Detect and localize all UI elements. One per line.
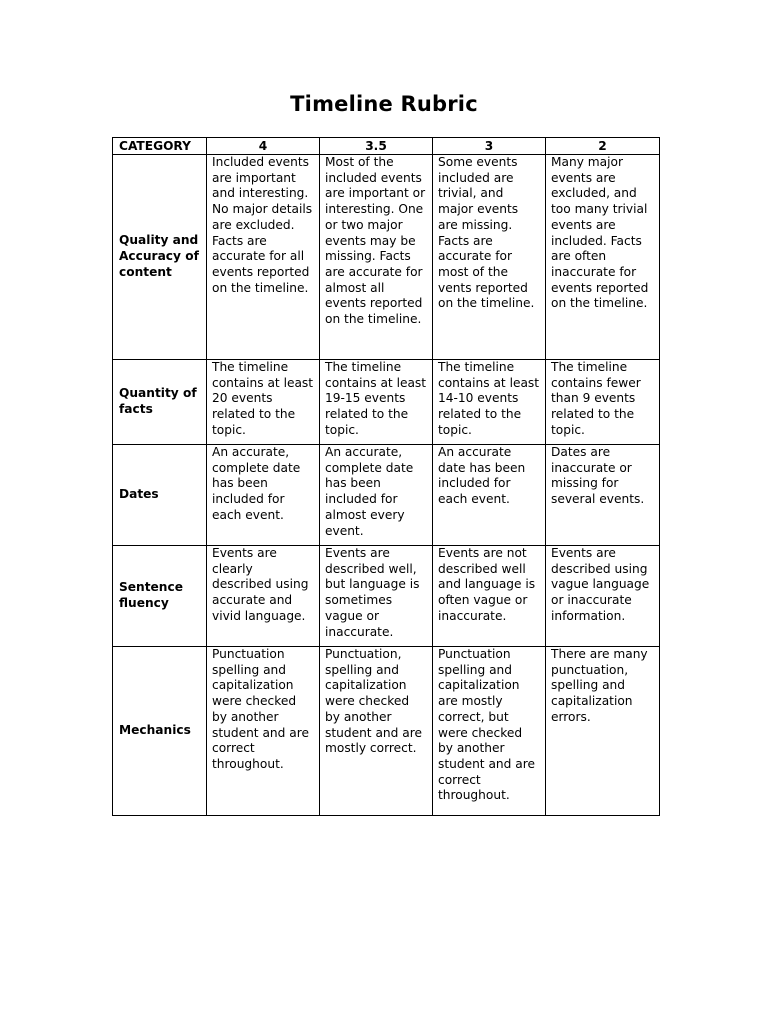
table-cell: The timeline contains at least 19-15 events related to the topic. xyxy=(320,360,433,445)
table-cell: The timeline contains at least 14-10 events related to the topic. xyxy=(433,360,546,445)
header-score-4: 4 xyxy=(207,138,320,155)
table-row xyxy=(113,445,660,546)
row-category: Mechanics xyxy=(113,647,207,816)
table-cell: Many major events are excluded, and too many trivial events are included. Facts are often inaccurate for events reported on the timeline. xyxy=(546,155,660,360)
table-cell: An accurate, complete date has been included for each event. xyxy=(207,445,320,546)
table-cell: Punctuation, spelling and capitalization were checked by another student and are mostly correct. xyxy=(320,647,433,816)
table-row xyxy=(113,360,660,445)
table-cell: Events are described well, but language is sometimes vague or inaccurate. xyxy=(320,546,433,647)
header-score-3: 3 xyxy=(433,138,546,155)
header-row xyxy=(113,138,660,155)
table-row xyxy=(113,546,660,647)
table-cell: An accurate date has been included for each event. xyxy=(433,445,546,546)
row-category: Quality and Accuracy of content xyxy=(113,155,207,360)
table-cell: Most of the included events are important or interesting. One or two major events may be missing. Facts are accurate for almost all events reported on the timeline. xyxy=(320,155,433,360)
table-cell: Some events included are trivial, and major events are missing. Facts are accurate for most of the vents reported on the timeline. xyxy=(433,155,546,360)
table-cell: Events are clearly described using accurate and vivid language. xyxy=(207,546,320,647)
table-cell: The timeline contains fewer than 9 events related to the topic. xyxy=(546,360,660,445)
header-score-2: 2 xyxy=(546,138,660,155)
row-category: Dates xyxy=(113,445,207,546)
table-cell: An accurate, complete date has been included for almost every event. xyxy=(320,445,433,546)
header-score-3-5: 3.5 xyxy=(320,138,433,155)
rubric-table xyxy=(112,137,660,816)
row-category: Sentence fluency xyxy=(113,546,207,647)
table-cell: Dates are inaccurate or missing for several events. xyxy=(546,445,660,546)
page-title: Timeline Rubric xyxy=(290,92,478,116)
row-category: Quantity of facts xyxy=(113,360,207,445)
table-cell: Punctuation spelling and capitalization were checked by another student and are correct throughout. xyxy=(207,647,320,816)
table-cell: The timeline contains at least 20 events related to the topic. xyxy=(207,360,320,445)
table-cell: Included events are important and interesting. No major details are excluded. Facts are accurate for all events reported on the timeline. xyxy=(207,155,320,360)
table-cell: Events are described using vague language or inaccurate information. xyxy=(546,546,660,647)
table-row xyxy=(113,155,660,360)
table-cell: Punctuation spelling and capitalization are mostly correct, but were checked by another student and are correct throughout. xyxy=(433,647,546,816)
table-row xyxy=(113,647,660,816)
table-cell: Events are not described well and language is often vague or inaccurate. xyxy=(433,546,546,647)
table-cell: There are many punctuation, spelling and capitalization errors. xyxy=(546,647,660,816)
header-category: CATEGORY xyxy=(113,138,207,155)
